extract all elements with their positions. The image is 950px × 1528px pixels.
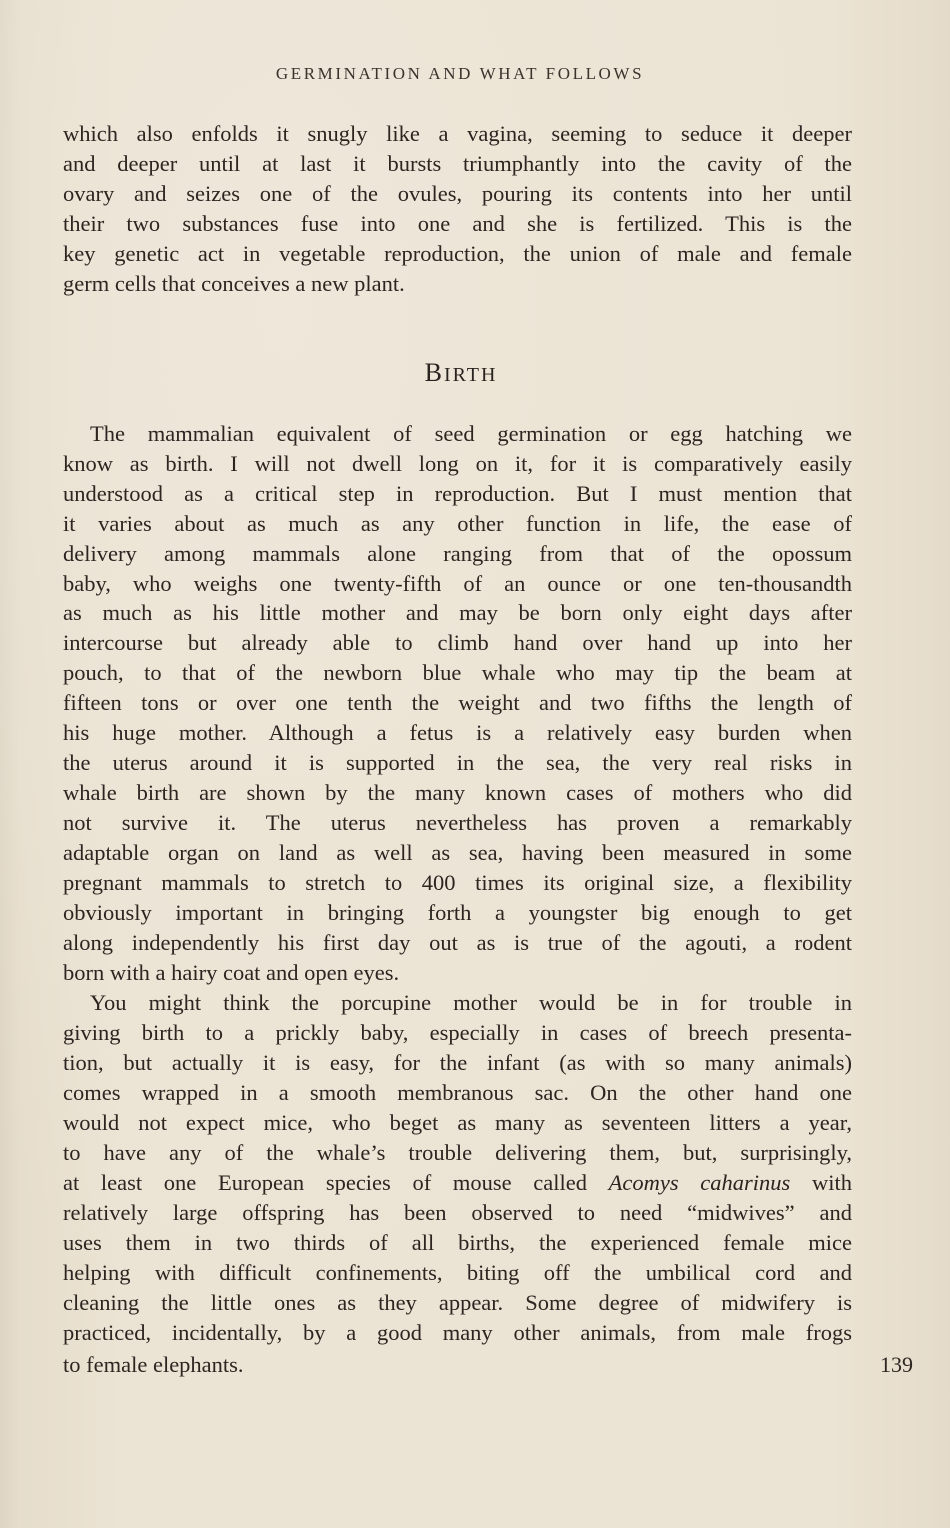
text-line: intercourse but already able to climb hand over hand up into her [63,630,852,655]
text-line: relatively large offspring has been observed to need “midwives” and [63,1200,852,1225]
text-line: key genetic act in vegetable reproduction, the union of male and female [63,241,852,266]
text-line: his huge mother. Although a fetus is a relatively easy burden when [63,720,852,745]
section-heading-initial: B [424,358,444,387]
text-line: pregnant mammals to stretch to 400 times its original size, a flexibility [63,870,852,895]
text-line: it varies about as much as any other function in life, the ease of [63,511,852,536]
text-line: to have any of the whale’s trouble delivering them, but, surprisingly, [63,1140,852,1165]
text-line: uses them in two thirds of all births, the experienced female mice [63,1230,852,1255]
running-head: GERMINATION AND WHAT FOLLOWS [275,64,645,83]
text-line: pouch, to that of the newborn blue whale who may tip the beam at [63,660,852,685]
text-line: to female elephants. [63,1352,244,1377]
text-line: delivery among mammals alone ranging from that of the opossum [63,541,852,566]
text-fragment: at least one European species of mouse called [63,1170,609,1195]
text-line: comes wrapped in a smooth membranous sac. On the other hand one [63,1080,852,1105]
text-line: helping with difficult confinements, biting off the umbilical cord and [63,1260,852,1285]
text-line: cleaning the little ones as they appear. Some degree of midwifery is [63,1290,852,1315]
text-line-with-species-name [63,1168,852,1198]
text-line: adaptable organ on land as well as sea, having been measured in some [63,840,852,865]
text-fragment: with [790,1170,852,1195]
section-heading-rest: IRTH [443,364,498,386]
text-line: born with a hairy coat and open eyes. [63,960,400,985]
text-line: know as birth. I will not dwell long on it, for it is comparatively easily [63,451,852,476]
text-line: practiced, incidentally, by a good many other animals, from male frogs [63,1320,852,1345]
text-line: their two substances fuse into one and she is fertilized. This is the [63,211,852,236]
text-line: obviously important in bringing forth a youngster big enough to get [63,900,852,925]
text-line: and deeper until at last it bursts triumphantly into the cavity of the [63,151,852,176]
text-line: You might think the porcupine mother would be in for trouble in [90,990,852,1015]
text-line: ovary and seizes one of the ovules, pouring its contents into her until [63,181,852,206]
text-line: not survive it. The uterus nevertheless has proven a remarkably [63,810,852,835]
text-line: which also enfolds it snugly like a vagina, seeming to seduce it deeper [63,121,852,146]
page-number: 139 [880,1352,913,1377]
text-line: fifteen tons or over one tenth the weight and two fifths the length of [63,690,852,715]
text-line: along independently his first day out as is true of the agouti, a rodent [63,930,852,955]
text-line: germ cells that conceives a new plant. [63,271,405,296]
section-heading [0,358,922,388]
text-line: The mammalian equivalent of seed germination or egg hatching we [90,421,852,446]
text-line: understood as a critical step in reproduction. But I must mention that [63,481,852,506]
species-name: Acomys caharinus [608,1170,791,1195]
text-line: tion, but actually it is easy, for the infant (as with so many animals) [63,1050,852,1075]
text-line: as much as his little mother and may be born only eight days after [63,600,852,625]
text-line: the uterus around it is supported in the sea, the very real risks in [63,750,852,775]
text-line: would not expect mice, who beget as many as seventeen litters a year, [63,1110,852,1135]
text-line: whale birth are shown by the many known cases of mothers who did [63,780,852,805]
text-line: giving birth to a prickly baby, especially in cases of breech presenta- [63,1020,852,1045]
text-line: baby, who weighs one twenty-fifth of an ounce or one ten-thousandth [63,571,852,596]
